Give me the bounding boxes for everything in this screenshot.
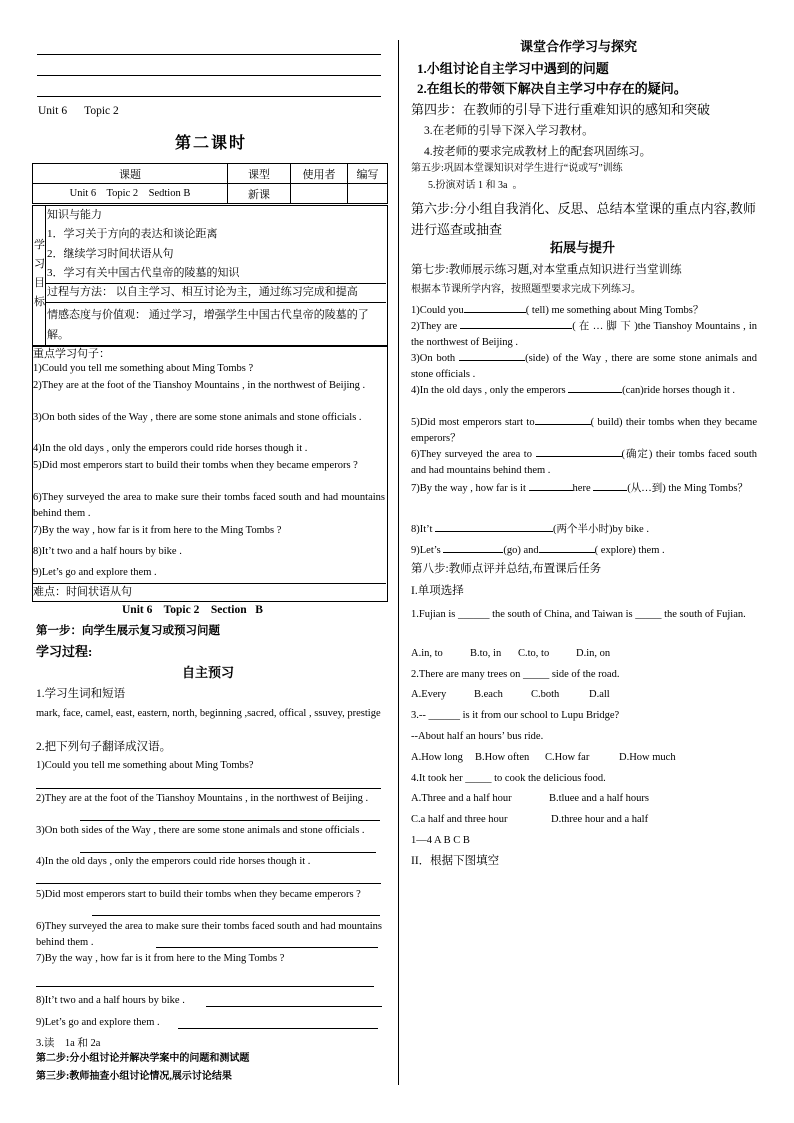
key-sentences-title: 重点学习句子： — [33, 348, 110, 360]
step-4: 第四步：在教师的引导下进行重难知识的感知和突破 — [411, 102, 711, 117]
key-sentence-3: 3)On both sides of the Way , there are some stone animals and stone officials . — [33, 412, 362, 423]
header-type: 课型 — [228, 164, 291, 184]
header-user: 使用者 — [291, 164, 348, 184]
step-7-sub: 根据本节课所学内容，按照题型要求完成下列练习。 — [411, 284, 641, 295]
translate-item-4: 4)In the old days , only the emperors could ride horses though it . — [36, 856, 311, 867]
answer-line-6 — [156, 947, 378, 948]
fill-chart-title: II．根据下图填空 — [411, 855, 500, 867]
unit-topic: Unit 6 Topic 2 — [38, 105, 119, 117]
key-sentence-1: 1)Could you tell me something about Ming Tombs ? — [33, 363, 254, 374]
mc-question-1: 1.Fujian is ______ the south of China, and Taiwan is _____ the south of Fujian. — [411, 609, 746, 620]
step-5: 第五步:巩固本堂课知识对学生进行“说或写”训练 — [411, 163, 623, 174]
section-title: Unit 6 Topic 2 Section B — [122, 604, 263, 616]
translate-item-8: 8)It’t two and a half hours by bike . — [36, 995, 185, 1006]
knowledge-item-3: 3．学习有关中国古代皇帝的陵墓的知识 — [47, 267, 240, 279]
key-sentence-5: 5)Did most emperors start to build their tombs when they became emperors ? — [33, 460, 358, 471]
mc-options-2: A.Every B.each C.both D.all — [411, 689, 610, 700]
read-task: 3.读 1a 和 2a — [36, 1038, 101, 1049]
step-5-item-5: 5.扮演对话 1 和 3a 。 — [428, 180, 523, 191]
mc-question-3: 3.-- ______ is it from our school to Lupu Bridge? — [411, 710, 620, 721]
objectives-rule-1 — [45, 283, 386, 284]
key-sentence-7: 7)By the way , how far is it from here to the Ming Tombs ? — [33, 525, 282, 536]
fill-4: 4)In the old days , only the emperors (can)ride horses though it . — [411, 382, 757, 399]
answer-line-3 — [80, 852, 376, 853]
translate-item-5: 5)Did most emperors start to build their tombs when they became emperors ? — [36, 889, 361, 900]
key-sentence-8: 8)It’t two and a half hours by bike . — [33, 546, 182, 557]
mc-title: I.单项选择 — [411, 585, 464, 597]
blank-line-1 — [37, 54, 381, 55]
objectives-side-label: 学 习 目 标 — [34, 239, 45, 308]
step-7: 第七步:教师展示练习题,对本堂重点知识进行当堂训练 — [411, 264, 682, 276]
cell-type: 新课 — [228, 184, 291, 204]
fill-6: 6)They surveyed the area to (确定) their tombs faced south and had mountains behind them . — [411, 446, 757, 479]
step-4-item-3: 3.在老师的引导下深入学习教材。 — [424, 125, 594, 137]
lesson-title: 第二课时 — [175, 135, 248, 152]
answer-line-5 — [92, 915, 380, 916]
key-sentence-9: 9)Let’s go and explore them . — [33, 567, 157, 578]
answer-line-8 — [206, 1006, 382, 1007]
translate-item-6: 6)They surveyed the area to make sure their tombs faced south and had mountains behind them . — [36, 921, 382, 948]
translate-item-9: 9)Let’s go and explore them . — [36, 1017, 160, 1028]
key-sentence-6: 6)They surveyed the area to make sure their tombs faced south and had mountains behind them . — [33, 492, 385, 519]
step-4-item-4: 4.按老师的要求完成教材上的配套巩固练习。 — [424, 146, 652, 158]
blank-line-2 — [37, 75, 381, 76]
key-sentence-2: 2)They are at the foot of the Tianshoy Mountains , in the northwest of Beijing . — [33, 380, 366, 391]
info-table — [32, 163, 388, 204]
translate-item-7: 7)By the way , how far is it from here to the Ming Tombs ? — [36, 953, 285, 964]
objectives-divider — [45, 205, 46, 345]
mc-question-4: 4.It took her _____ to cook the delicious food. — [411, 773, 606, 784]
key-sentence-4: 4)In the old days , only the emperors could ride horses though it . — [33, 443, 308, 454]
blank-line-3 — [37, 96, 381, 97]
header-author: 编写 — [348, 164, 388, 184]
answer-line-1 — [36, 788, 381, 789]
answer-line-9 — [178, 1028, 378, 1029]
fill-9: 9)Let’s (go) and ( explore) them . — [411, 542, 665, 558]
translate-item-3: 3)On both sides of the Way , there are some stone animals and stone officials . — [36, 825, 365, 836]
translate-item-1: 1)Could you tell me something about Ming Tombs? — [36, 760, 254, 771]
fill-2: 2)They are ( 在 … 脚 下 )the Tianshoy Mountains , in the northwest of Beijing . — [411, 318, 757, 351]
knowledge-title: 知识与能力 — [47, 209, 102, 221]
vocab-title: 1.学习生词和短语 — [36, 688, 126, 700]
process-method: 过程与方法： 以自主学习、相互讨论为主，通过练习完成和提高 — [47, 286, 358, 298]
fill-8: 8)It’t (两个半小时)by bike . — [411, 521, 649, 537]
column-divider — [398, 40, 399, 1085]
fill-1: 1)Could you ( tell) me something about Ming Tombs？ — [411, 302, 759, 318]
mc-question-2: 2.There are many trees on _____ side of the road. — [411, 669, 620, 680]
step-2: 第二步:分小组讨论并解决学案中的问题和测试题 — [36, 1053, 250, 1064]
mc-options-1: A.in, to B.to, in C.to, to D.in, on — [411, 648, 611, 659]
coop-item-1: 1.小组讨论自主学习中遇到的问题 — [417, 61, 609, 76]
process-title: 学习过程: — [36, 644, 93, 659]
header-topic: 课题 — [33, 164, 228, 184]
cell-author — [348, 184, 388, 204]
fill-5: 5)Did most emperors start to ( build) their tombs when they became emperors？ — [411, 414, 757, 447]
mc-answers: 1—4 A B C B — [411, 835, 470, 846]
coop-item-2: 2.在组长的带领下解决自主学习中存在的疑问。 — [417, 81, 687, 96]
mc-question-3-line-2: --About half an hours’ bus ride. — [411, 731, 544, 742]
translate-item-2: 2)They are at the foot of the Tianshoy Mountains , in the northwest of Beijing . — [36, 793, 369, 804]
fill-7: 7)By the way , how far is it here (从…到) the Ming Tombs？ — [411, 480, 757, 497]
answer-line-4 — [36, 883, 381, 884]
difficulty: 难点：时间状语从句 — [33, 586, 132, 598]
step-1: 第一步：向学生展示复习或预习问题 — [36, 625, 220, 637]
cell-user — [291, 184, 348, 204]
objectives-rule-2 — [45, 302, 386, 303]
cell-topic: Unit 6 Topic 2 Sedtion B — [33, 184, 228, 204]
mc-options-4a: A.Three and a half hour B.tluee and a half hours — [411, 793, 650, 804]
extension-title: 拓展与提升 — [550, 240, 616, 255]
mc-options-4b: C.a half and three hour D.three hour and a half — [411, 814, 649, 825]
knowledge-item-1: 1．学习关于方向的表达和谈论距离 — [47, 228, 218, 240]
step-8: 第八步:教师点评并总结,布置课后任务 — [411, 563, 602, 575]
self-study-title: 自主预习 — [182, 665, 235, 680]
translate-title: 2.把下列句子翻译成汉语。 — [36, 741, 172, 753]
knowledge-item-2: 2．继续学习时间状语从句 — [47, 248, 174, 260]
step-6: 第六步:分小组自我消化、反思、总结本堂课的重点内容,教师进行巡查或抽查 — [411, 201, 756, 237]
fill-3: 3)On both (side) of the Way , there are some stone animals and stone officials . — [411, 350, 757, 383]
emotion-values: 情感态度与价值观： 通过学习，增强学生中国古代皇帝的陵墓的了解。 — [47, 309, 369, 341]
step-3: 第三步:教师抽查小组讨论情况,展示讨论结果 — [36, 1071, 232, 1082]
mc-options-3: A.How long B.How often C.How far D.How much — [411, 752, 676, 763]
vocab-words: mark, face, camel, east, eastern, north, beginning ,sacred, offical , ssuvey, prestige — [36, 708, 381, 719]
answer-line-7 — [36, 986, 374, 987]
answer-line-2 — [80, 820, 380, 821]
coop-title: 课堂合作学习与探究 — [520, 39, 638, 54]
